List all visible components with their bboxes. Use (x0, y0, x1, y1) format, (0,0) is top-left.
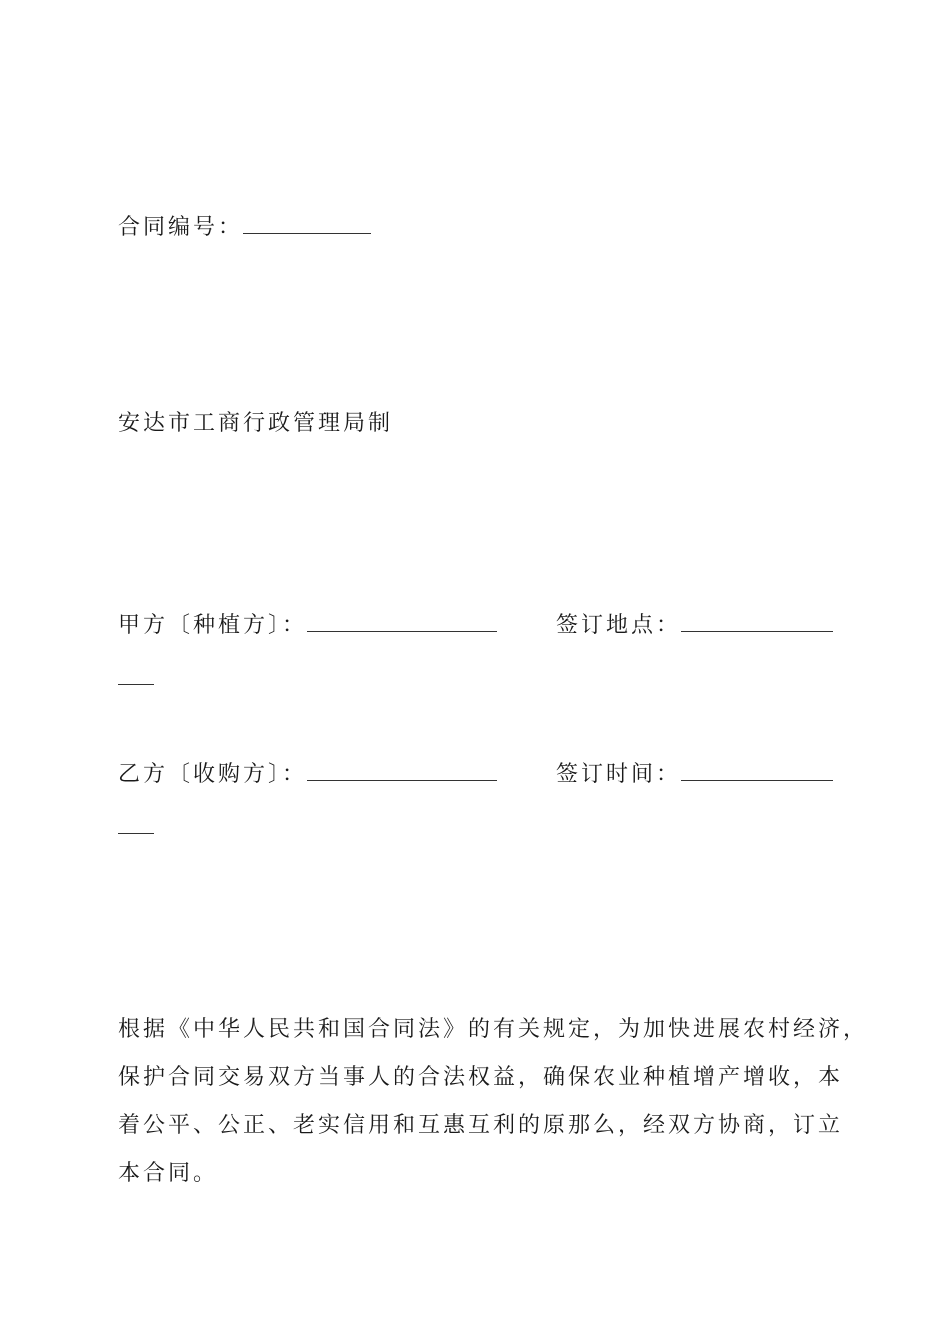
preamble-line: 保护合同交易双方当事人的合法权益，确保农业种植增产增收，本 (118, 1065, 844, 1090)
sign-place-blank[interactable] (681, 609, 833, 632)
sign-place-row (556, 609, 833, 641)
sign-time-label: 签订时间： (556, 762, 682, 787)
issuer: 安达市工商行政管理局制 (118, 411, 394, 436)
preamble-line: 着公平、公正、老实信用和互惠互利的原那么，经双方协商，订立 (118, 1113, 844, 1138)
contract-number-blank[interactable] (243, 211, 371, 234)
preamble-paragraph (118, 1006, 869, 1198)
contract-number-label: 合同编号： (118, 215, 244, 240)
party-b-label: 乙方〔收购方〕： (118, 762, 308, 787)
preamble-line: 根据《中华人民共和国合同法》的有关规定，为加快进展农村经济， (118, 1017, 869, 1042)
party-a-blank[interactable] (307, 609, 497, 632)
party-a-row (118, 609, 497, 641)
contract-number-row (118, 211, 371, 243)
sign-time-blank[interactable] (681, 758, 833, 781)
party-b-blank[interactable] (307, 758, 497, 781)
party-a-label: 甲方〔种植方〕： (118, 613, 308, 638)
sign-place-blank-continuation (118, 684, 154, 685)
sign-time-row (556, 758, 833, 790)
sign-place-label: 签订地点： (556, 613, 682, 638)
preamble-line: 本合同。 (118, 1161, 219, 1186)
sign-time-blank-continuation (118, 833, 154, 834)
party-b-row (118, 758, 497, 790)
